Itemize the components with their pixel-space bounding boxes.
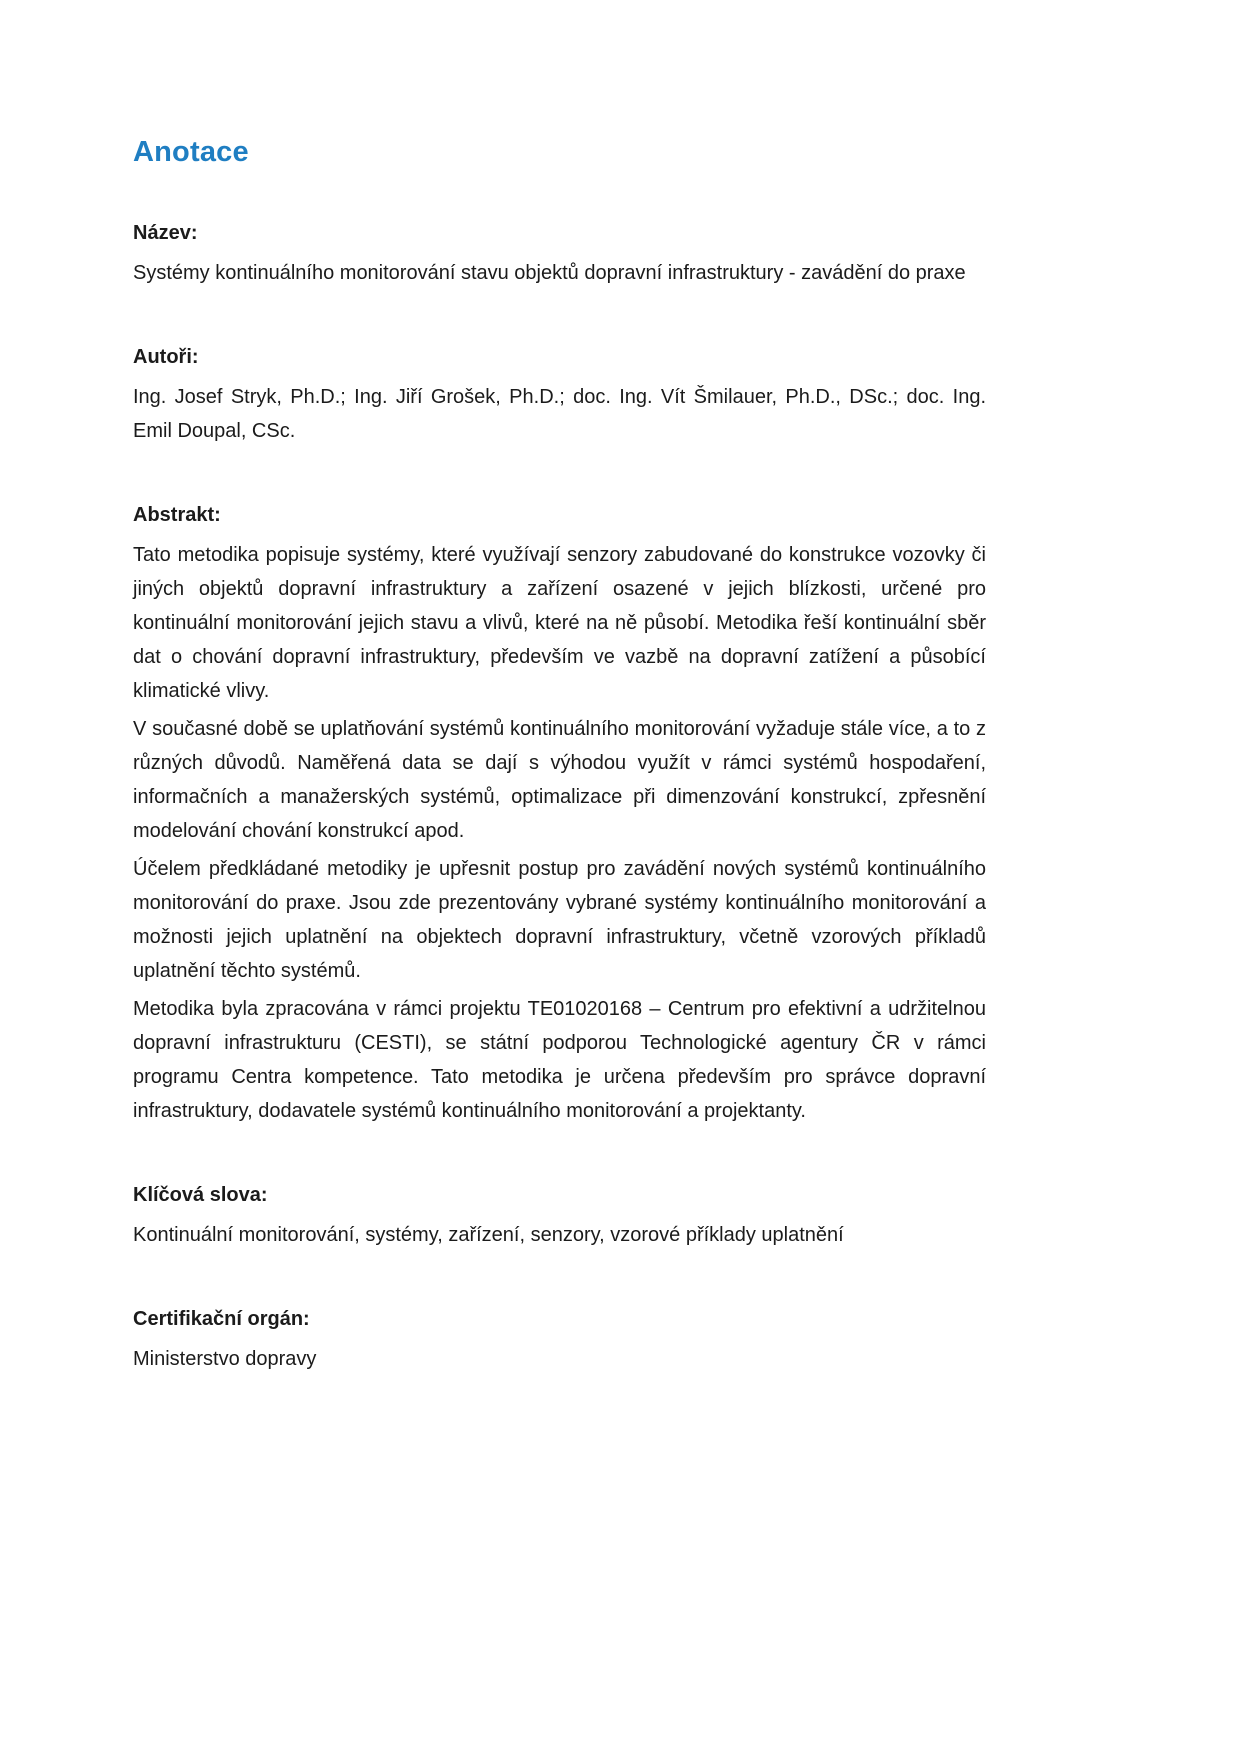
section-autori [133, 340, 986, 448]
document-content [133, 134, 986, 1376]
abstrakt-paragraph-1: Tato metodika popisuje systémy, které využívají senzory zabudované do konstrukce vozovky či jiných objektů dopravní infrastruktury a zařízení osazené v jejich blízkosti, určené pro kontinuální monitorování jejich stavu a vlivů, které na ně působí. Metodika řeší kontinuální sběr dat o chování dopravní infrastruktury, především ve vazbě na dopravní zatížení a působící klimatické vlivy. [133, 544, 986, 702]
certifikacni-organ-text: Ministerstvo dopravy [133, 1348, 317, 1370]
section-abstrakt [133, 498, 986, 1128]
nazev-text: Systémy kontinuálního monitorování stavu objektů dopravní infrastruktury - zavádění do praxe [133, 262, 966, 284]
section-label-certifikacni-organ: Certifikační orgán: [133, 1308, 310, 1330]
section-klicova-slova [133, 1178, 986, 1252]
section-nazev [133, 216, 986, 290]
abstrakt-paragraph-3: Účelem předkládané metodiky je upřesnit postup pro zavádění nových systémů kontinuálního monitorování do praxe. Jsou zde prezentovány vybrané systémy kontinuálního monitorování a možnosti jejich uplatnění na objektech dopravní infrastruktury, včetně vzorových příkladů uplatnění těchto systémů. [133, 858, 986, 982]
section-label-abstrakt: Abstrakt: [133, 504, 221, 526]
klicova-slova-text: Kontinuální monitorování, systémy, zařízení, senzory, vzorové příklady uplatnění [133, 1224, 844, 1246]
section-label-autori: Autoři: [133, 346, 199, 368]
section-label-klicova-slova: Klíčová slova: [133, 1184, 268, 1206]
autori-text: Ing. Josef Stryk, Ph.D.; Ing. Jiří Grošek, Ph.D.; doc. Ing. Vít Šmilauer, Ph.D., DSc.; doc. Ing. Emil Doupal, CSc. [133, 386, 986, 442]
abstrakt-paragraph-2: V současné době se uplatňování systémů kontinuálního monitorování vyžaduje stále více, a to z různých důvodů. Naměřená data se dají s výhodou využít v rámci systémů hospodaření, informačních a manažerských systémů, optimalizace při dimenzování konstrukcí, zpřesnění modelování chování konstrukcí apod. [133, 718, 986, 842]
page-title: Anotace [133, 136, 249, 168]
section-certifikacni-organ [133, 1302, 986, 1376]
abstrakt-paragraph-4: Metodika byla zpracována v rámci projektu TE01020168 – Centrum pro efektivní a udržitelnou dopravní infrastrukturu (CESTI), se státní podporou Technologické agentury ČR v rámci programu Centra kompetence. Tato metodika je určena především pro správce dopravní infrastruktury, dodavatele systémů kontinuálního monitorování a projektanty. [133, 998, 986, 1122]
section-label-nazev: Název: [133, 222, 198, 244]
